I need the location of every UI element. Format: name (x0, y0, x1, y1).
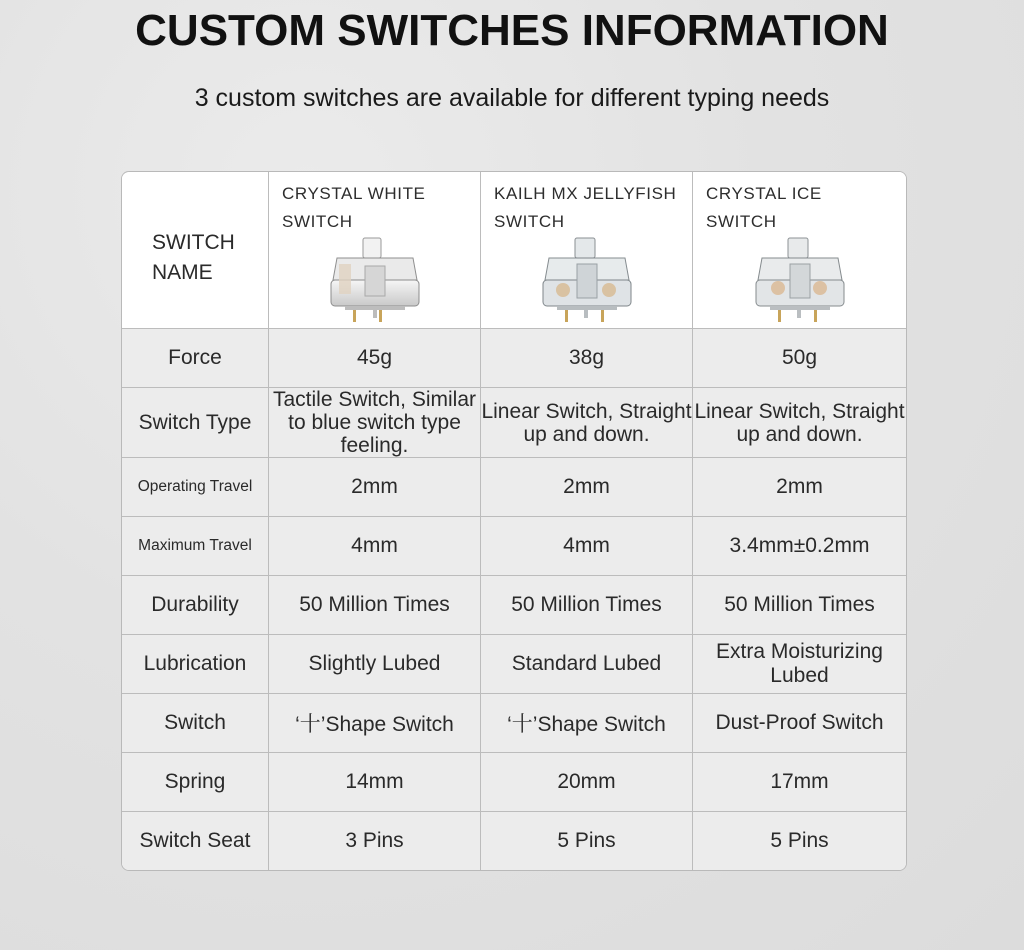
switch-name-header: SWITCH NAME (152, 231, 235, 284)
table-cell: 50 Million Times (269, 576, 481, 635)
switch-name: CRYSTAL ICE SWITCH (706, 184, 822, 231)
table-row-switch-seat (122, 812, 906, 870)
table-cell: 14mm (269, 753, 481, 812)
table-cell: 2mm (481, 458, 693, 517)
table-cell: 38g (481, 329, 693, 388)
table-row-lubrication (122, 635, 906, 694)
table-cell: 4mm (269, 517, 481, 576)
switch-name: CRYSTAL WHITE SWITCH (282, 184, 426, 231)
page-subtitle: 3 custom switches are available for different typing needs (194, 84, 830, 112)
table-cell: 3 Pins (269, 812, 481, 870)
table-row-durability (122, 576, 906, 635)
row-label: Switch Type (122, 388, 269, 458)
table-cell: Dust-Proof Switch (693, 694, 906, 753)
crystal-white-switch-image (325, 236, 425, 324)
table-cell: 50 Million Times (693, 576, 906, 635)
table-cell: 50g (693, 329, 906, 388)
switch-header-crystal-white (269, 172, 481, 329)
row-label: Spring (122, 753, 269, 812)
table-row-spring (122, 753, 906, 812)
switch-header-crystal-ice (693, 172, 906, 329)
table-cell: Tactile Switch, Similar to blue switch type feeling. (269, 388, 481, 458)
row-label: Switch Seat (122, 812, 269, 870)
table-row-operating-travel (122, 458, 906, 517)
switch-name: KAILH MX JELLYFISH SWITCH (494, 184, 677, 231)
table-cell: ‘十’Shape Switch (481, 694, 693, 753)
table-cell: 3.4mm±0.2mm (693, 517, 906, 576)
table-cell: 50 Million Times (481, 576, 693, 635)
row-label: Force (122, 329, 269, 388)
table-row-switch-type (122, 388, 906, 458)
row-label: Switch (122, 694, 269, 753)
table-cell: 5 Pins (693, 812, 906, 870)
table-cell: Linear Switch, Straight up and down. (693, 388, 906, 458)
row-label: Durability (122, 576, 269, 635)
table-cell: 4mm (481, 517, 693, 576)
table-cell: 17mm (693, 753, 906, 812)
switch-header-kailh-mx-jellyfish (481, 172, 693, 329)
page-title: CUSTOM SWITCHES INFORMATION (135, 6, 889, 55)
table-row-maximum-travel (122, 517, 906, 576)
row-label: Lubrication (122, 635, 269, 694)
row-label: Maximum Travel (122, 517, 269, 576)
table-header-row (122, 172, 906, 329)
switch-spec-table (121, 171, 907, 871)
table-cell: 45g (269, 329, 481, 388)
row-label: Operating Travel (122, 458, 269, 517)
table-cell: Standard Lubed (481, 635, 693, 694)
table-cell: 2mm (269, 458, 481, 517)
table-cell: 20mm (481, 753, 693, 812)
switch-name-header-cell (122, 172, 269, 329)
table-row-force (122, 329, 906, 388)
table-cell: 2mm (693, 458, 906, 517)
table-cell: Linear Switch, Straight up and down. (481, 388, 693, 458)
table-cell: Extra Moisturizing Lubed (693, 635, 906, 694)
table-cell: Slightly Lubed (269, 635, 481, 694)
table-cell: 5 Pins (481, 812, 693, 870)
table-cell: ‘十’Shape Switch (269, 694, 481, 753)
table-row-switch (122, 694, 906, 753)
crystal-ice-switch-image (750, 236, 850, 324)
kailh-mx-jellyfish-switch-image (537, 236, 637, 324)
